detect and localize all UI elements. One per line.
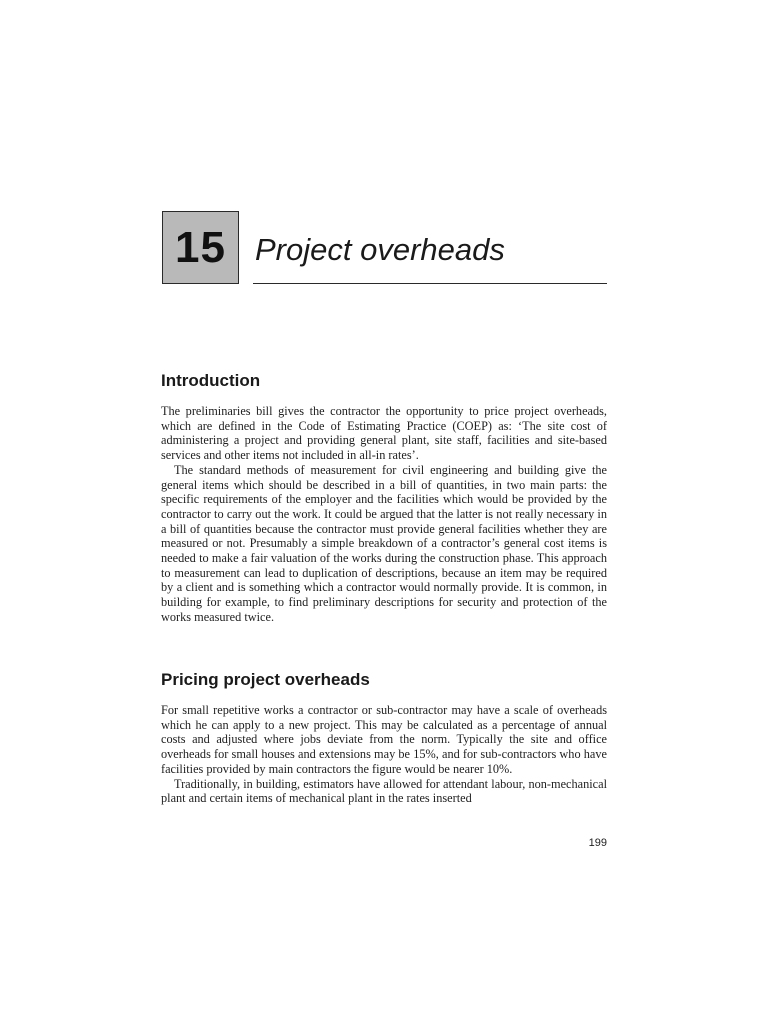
- section-heading-introduction: Introduction: [161, 371, 261, 390]
- section-body-introduction: [161, 404, 607, 625]
- section-body-pricing: [161, 703, 607, 806]
- page-number: 199: [588, 837, 607, 849]
- title-rule: [253, 283, 607, 284]
- section-heading-pricing: Pricing project overheads: [161, 670, 370, 689]
- paragraph: The standard methods of measurement for civil engineering and building give the general items which should be described in a bill of quantities, in two main parts: the specific requirements of the employer and the facilities which would be provided by the contractor to carry out the work. It could be argued that the latter is not really necessary in a bill of quantities because the contractor must provide general facilities whether they are measured or not. Presumably a simple breakdown of a contractor’s general cost items is needed to make a fair valuation of the works during the construction phase. This approach to measurement can lead to duplication of descriptions, because an item may be required by a client and is something which a contractor would normally provide. It is common, in building for example, to find preliminary descriptions for security and protection of the works measured twice.: [161, 462, 607, 624]
- paragraph: Traditionally, in building, estimators have allowed for attendant labour, non-mechanical plant and certain items of mechanical plant in the rates inserted: [161, 776, 607, 806]
- paragraph: The preliminaries bill gives the contractor the opportunity to price project overheads, which are defined in the Code of Estimating Practice (COEP) as: ‘The site cost of administering a project and providing general plant, site staff, facilities and site-based services and other items not included in all-in rates’.: [161, 404, 607, 463]
- chapter-number: 15: [175, 222, 226, 272]
- chapter-title: Project overheads: [255, 232, 505, 267]
- chapter-number-box: [162, 211, 239, 284]
- paragraph: For small repetitive works a contractor or sub-contractor may have a scale of overheads which he can apply to a new project. This may be calculated as a percentage of annual costs and adjusted where jobs deviate from the norm. Typically the site and office overheads for small houses and extensions may be 15%, and for sub-contractors who have facilities provided by main contractors the figure would be nearer 10%.: [161, 703, 607, 776]
